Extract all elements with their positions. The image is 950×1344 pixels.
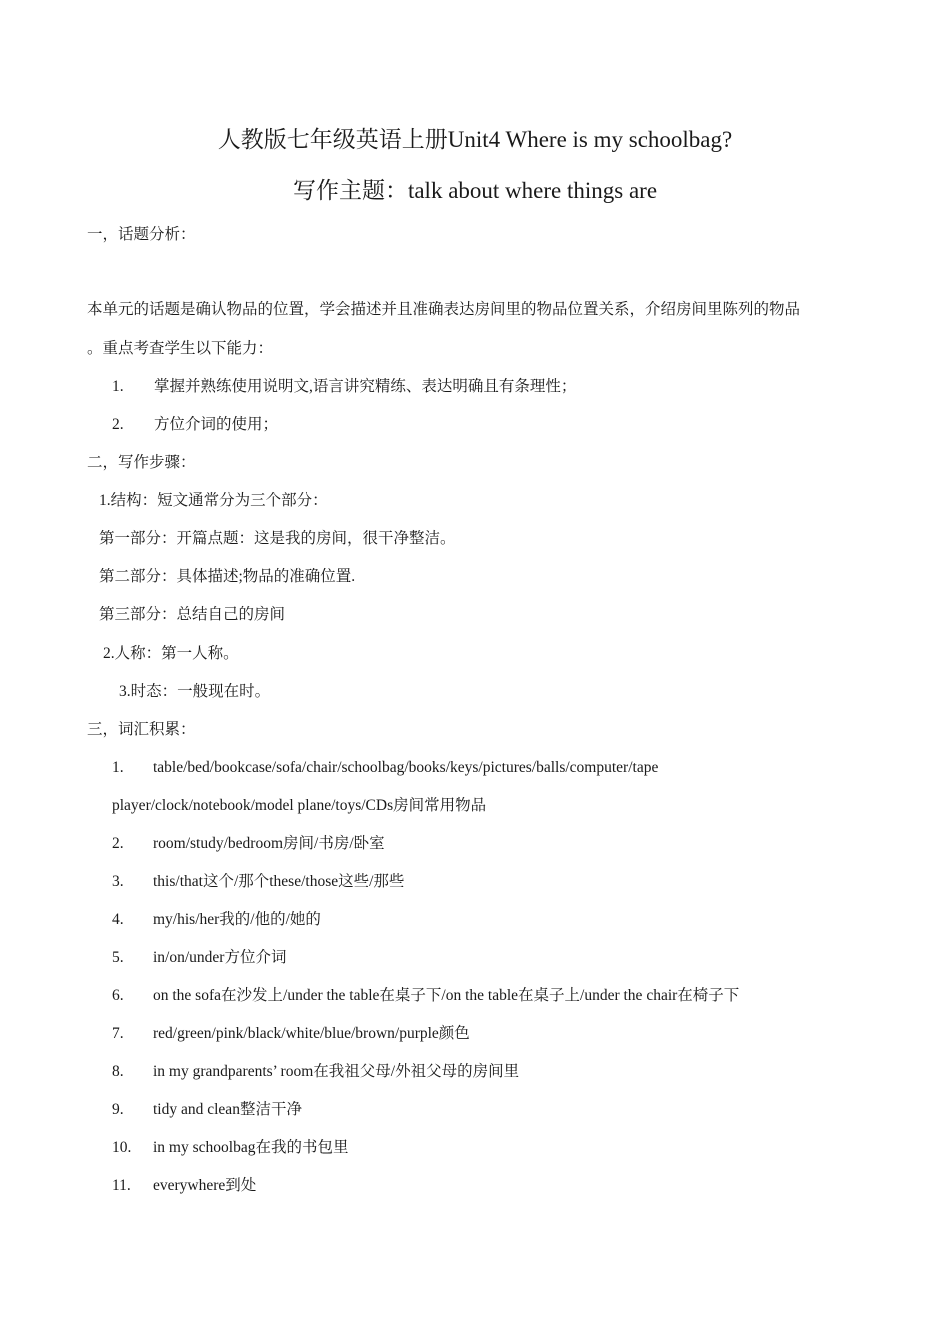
vocab-item-text: this/that这个/那个these/those这些/那些	[153, 873, 405, 890]
vocab-item-number: 5.	[112, 949, 124, 966]
vocab-item-text: everywhere到处	[153, 1177, 257, 1194]
section3-heading: 三，词汇积累：	[87, 721, 196, 738]
vocab-item-number: 11.	[112, 1177, 131, 1194]
part1-line: 第一部分：开篇点题：这是我的房间，很干净整洁。	[99, 530, 456, 547]
section1-item-number: 2.	[112, 416, 124, 433]
vocab-item-number: 4.	[112, 911, 124, 928]
section1-paragraph-line2: 。重点考查学生以下能力：	[87, 340, 274, 357]
part3-line: 第三部分：总结自己的房间	[99, 606, 286, 623]
section1-item-number: 1.	[112, 378, 124, 395]
vocab-item-text: in my schoolbag在我的书包里	[153, 1139, 349, 1156]
vocab-item-number: 1.	[112, 759, 124, 776]
vocab-item-text: table/bed/bookcase/sofa/chair/schoolbag/books/keys/pictures/balls/computer/tape	[153, 759, 659, 776]
vocab-item-number: 8.	[112, 1063, 124, 1080]
vocab-item-text: room/study/bedroom房间/书房/卧室	[153, 835, 385, 852]
vocab-item-number: 7.	[112, 1025, 124, 1042]
person-line: 2.人称：第一人称。	[103, 645, 239, 662]
section1-heading: 一，话题分析：	[87, 226, 196, 243]
vocab-item-text: on the sofa在沙发上/under the table在桌子下/on the table在桌子上/under the chair在椅子下	[153, 987, 740, 1004]
structure-line: 1.结构：短文通常分为三个部分：	[99, 492, 328, 509]
document-subtitle: 写作主题：talk about where things are	[292, 178, 658, 203]
vocab-item-text: red/green/pink/black/white/blue/brown/purple颜色	[153, 1025, 470, 1042]
section2-heading: 二，写作步骤：	[87, 454, 196, 471]
vocab-item-number: 3.	[112, 873, 124, 890]
tense-line: 3.时态：一般现在时。	[119, 683, 271, 700]
vocab-item-text: tidy and clean整洁干净	[153, 1101, 302, 1118]
vocab-item-text: in/on/under方位介词	[153, 949, 287, 966]
section1-paragraph-line1: 本单元的话题是确认物品的位置，学会描述并且准确表达房间里的物品位置关系，介绍房间里陈列的物品	[87, 301, 801, 318]
vocab-item-number: 2.	[112, 835, 124, 852]
section1-item-text: 方位介词的使用；	[154, 416, 279, 433]
vocab-item-number: 10.	[112, 1139, 132, 1156]
document-title: 人教版七年级英语上册Unit4 Where is my schoolbag?	[217, 127, 733, 152]
vocab-item-number: 6.	[112, 987, 124, 1004]
vocab-item-text: in my grandparents’ room在我祖父母/外祖父母的房间里	[153, 1063, 520, 1080]
vocab-item-continuation: player/clock/notebook/model plane/toys/CDs房间常用物品	[112, 797, 487, 814]
vocab-item-number: 9.	[112, 1101, 124, 1118]
part2-line: 第二部分：具体描述;物品的准确位置.	[99, 568, 356, 585]
section1-item-text: 掌握并熟练使用说明文,语言讲究精练、表达明确且有条理性；	[154, 378, 577, 395]
vocab-item-text: my/his/her我的/他的/她的	[153, 911, 321, 928]
